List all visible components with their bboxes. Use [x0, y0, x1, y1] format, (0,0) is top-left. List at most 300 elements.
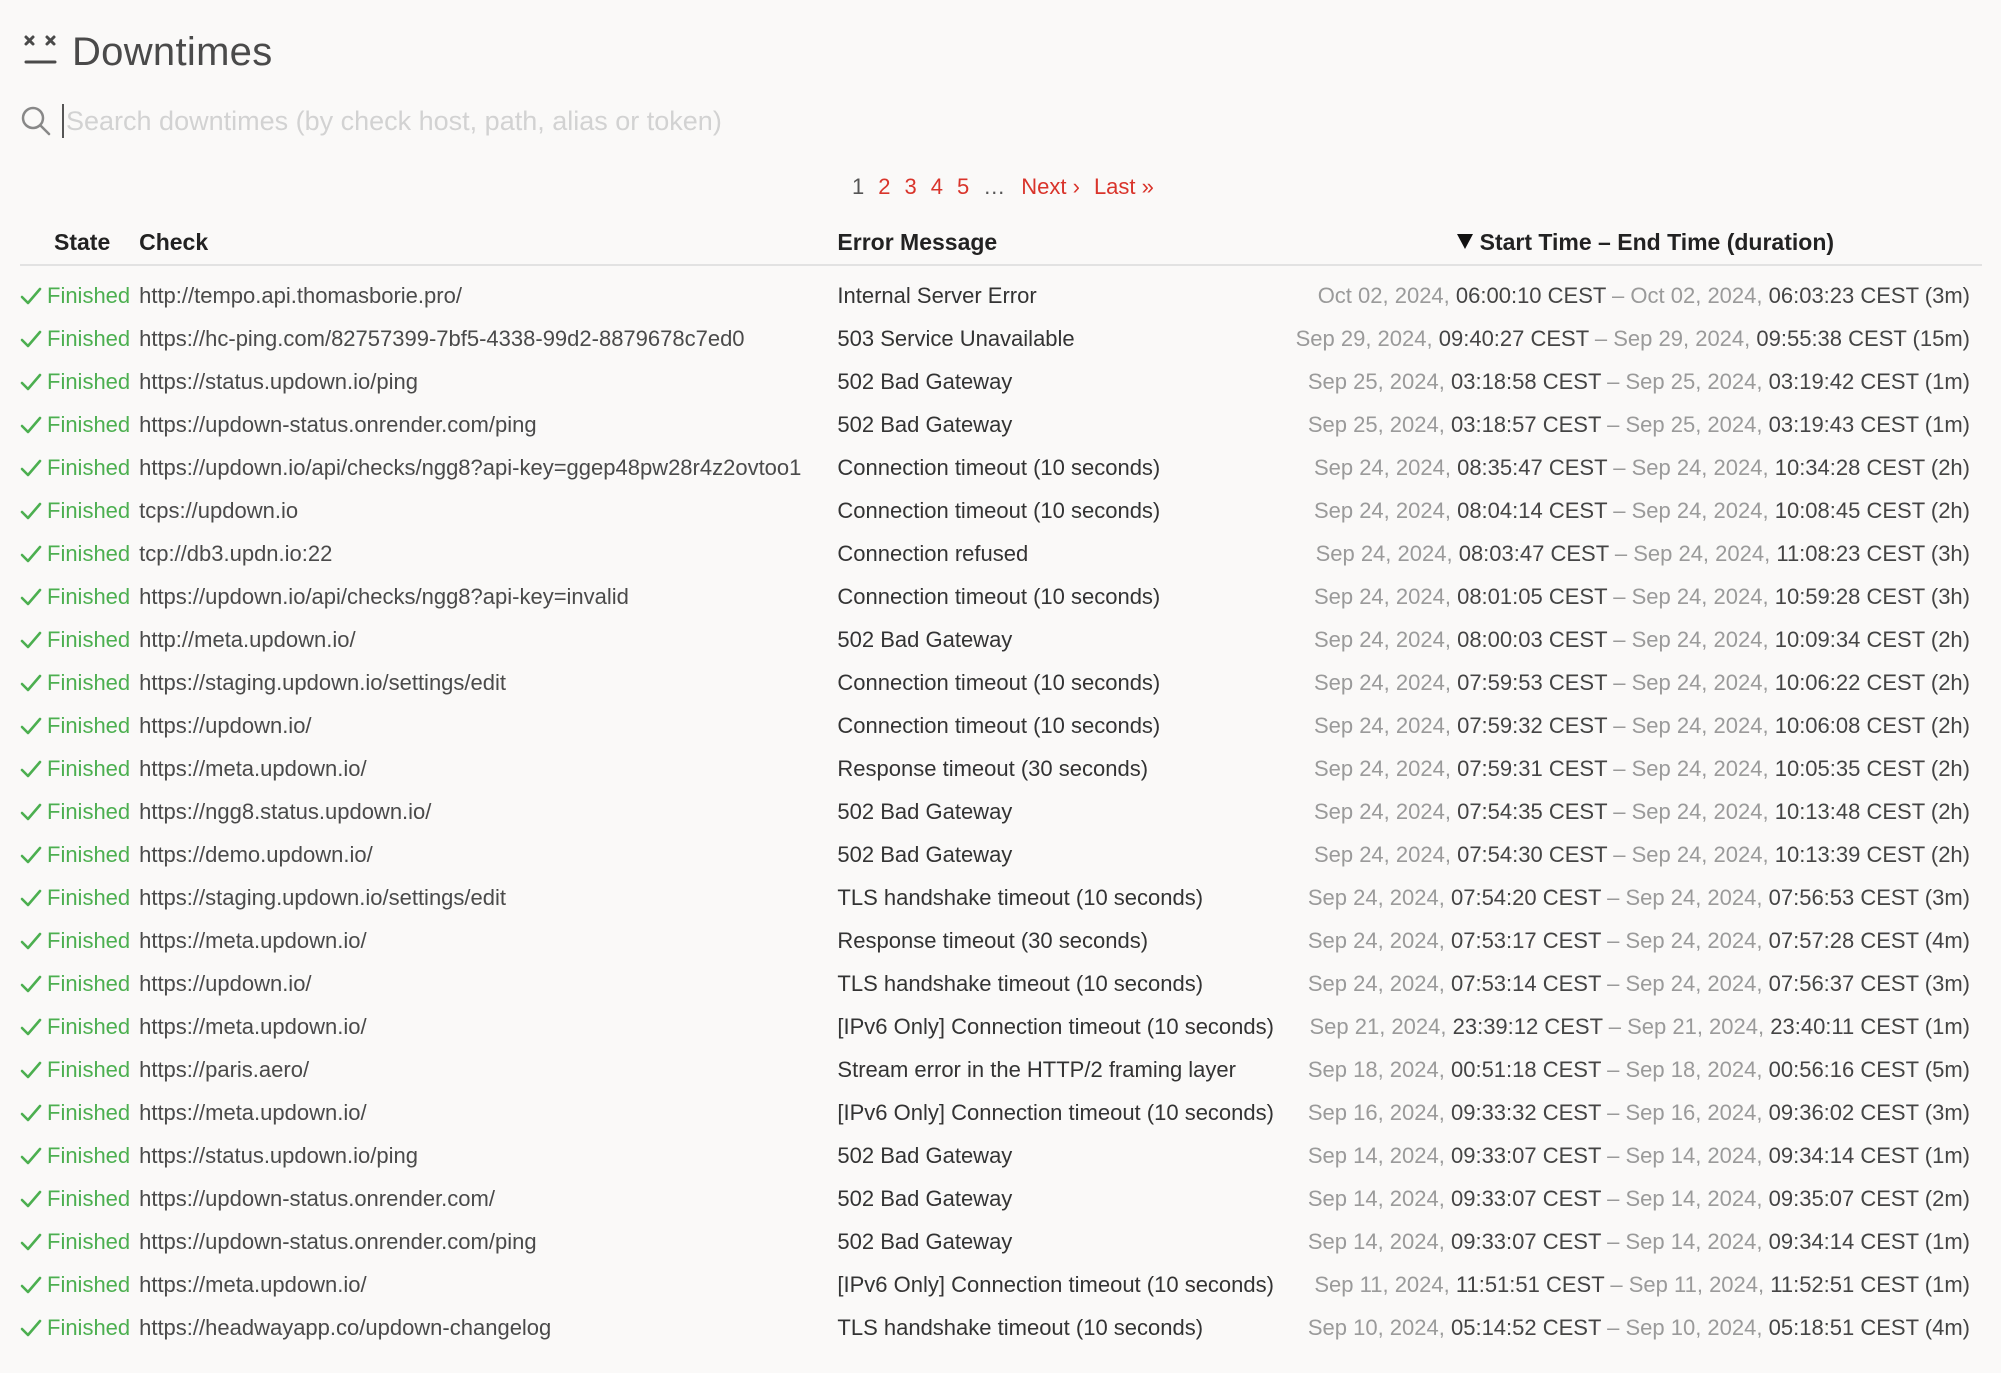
error-message: 502 Bad Gateway — [837, 411, 1013, 437]
check-url[interactable]: https://ngg8.status.updown.io/ — [139, 798, 432, 824]
duration: (2h) — [1930, 454, 1970, 480]
state-cell — [20, 532, 139, 575]
check-icon — [20, 1016, 42, 1038]
end-date: Sep 24, 2024, — [1631, 669, 1769, 695]
table-row[interactable] — [20, 704, 1982, 747]
column-header-error[interactable]: Error Message — [837, 220, 1295, 265]
end-time: 03:19:43 CEST — [1768, 411, 1919, 437]
check-url[interactable]: http://meta.updown.io/ — [139, 626, 356, 652]
start-date: Sep 16, 2024, — [1307, 1099, 1445, 1125]
table-row[interactable] — [20, 1263, 1982, 1306]
state-cell — [20, 1220, 139, 1263]
check-icon — [20, 758, 42, 780]
error-message: Connection timeout (10 seconds) — [837, 583, 1161, 609]
table-body — [20, 265, 1982, 1349]
check-icon — [20, 543, 42, 565]
end-time: 10:06:22 CEST — [1774, 669, 1925, 695]
state-label: Finished — [47, 411, 131, 437]
start-time: 08:00:03 CEST — [1457, 626, 1608, 652]
end-date: Sep 16, 2024, — [1625, 1099, 1763, 1125]
end-time: 10:06:08 CEST — [1774, 712, 1925, 738]
time-range: Sep 24, 2024, 07:59:32 CEST – Sep 24, 2024, 10:06:08 CEST (2h) — [1313, 712, 1970, 738]
duration: (3m) — [1924, 970, 1970, 996]
state-label: Finished — [47, 798, 131, 824]
table-row[interactable] — [20, 747, 1982, 790]
end-time: 09:36:02 CEST — [1768, 1099, 1919, 1125]
time-range: Sep 10, 2024, 05:14:52 CEST – Sep 10, 2024, 05:18:51 CEST (4m) — [1307, 1314, 1970, 1340]
end-time: 09:34:14 CEST — [1768, 1142, 1919, 1168]
table-row[interactable] — [20, 1220, 1982, 1263]
error-message: Connection timeout (10 seconds) — [837, 712, 1161, 738]
time-range: Sep 24, 2024, 07:54:20 CEST – Sep 24, 2024, 07:56:53 CEST (3m) — [1307, 884, 1970, 910]
error-message: Connection timeout (10 seconds) — [837, 454, 1161, 480]
start-date: Sep 25, 2024, — [1307, 411, 1445, 437]
table-row[interactable] — [20, 1005, 1982, 1048]
check-icon — [20, 414, 42, 436]
table-row[interactable] — [20, 1048, 1982, 1091]
end-time: 11:08:23 CEST — [1776, 540, 1925, 566]
end-time: 03:19:42 CEST — [1768, 368, 1919, 394]
time-range: Sep 29, 2024, 09:40:27 CEST – Sep 29, 2024, 09:55:38 CEST (15m) — [1295, 325, 1970, 351]
page-current: 1 — [852, 174, 865, 199]
page-link-4[interactable]: 4 — [930, 174, 943, 199]
start-time: 07:53:17 CEST — [1450, 927, 1602, 953]
start-date: Sep 24, 2024, — [1307, 970, 1445, 996]
duration: (4m) — [1924, 1314, 1970, 1340]
state-label: Finished — [47, 368, 131, 394]
error-message: 502 Bad Gateway — [837, 798, 1013, 824]
error-message: 502 Bad Gateway — [837, 1185, 1013, 1211]
start-date: Oct 02, 2024, — [1317, 282, 1450, 308]
table-row[interactable] — [20, 790, 1982, 833]
end-date: Sep 24, 2024, — [1625, 927, 1763, 953]
error-message: Response timeout (30 seconds) — [837, 755, 1149, 781]
check-url[interactable]: https://updown.io/api/checks/ngg8?api-key=invalid — [139, 583, 629, 609]
check-url[interactable]: https://demo.updown.io/ — [139, 841, 373, 867]
state-cell — [20, 876, 139, 919]
error-message: [IPv6 Only] Connection timeout (10 seconds) — [837, 1271, 1274, 1297]
state-label: Finished — [47, 1013, 131, 1039]
page-link-3[interactable]: 3 — [904, 174, 917, 199]
check-url[interactable]: tcp://db3.updn.io:22 — [139, 540, 333, 566]
check-url[interactable]: http://tempo.api.thomasborie.pro/ — [139, 282, 462, 308]
check-icon — [20, 371, 42, 393]
start-time: 09:33:07 CEST — [1450, 1185, 1602, 1211]
duration: (2h) — [1930, 497, 1970, 523]
time-range: Sep 18, 2024, 00:51:18 CEST – Sep 18, 2024, 00:56:16 CEST (5m) — [1307, 1056, 1970, 1082]
end-date: Sep 25, 2024, — [1625, 368, 1763, 394]
check-url[interactable]: https://meta.updown.io/ — [139, 1099, 367, 1125]
end-time: 11:52:51 CEST — [1770, 1271, 1919, 1297]
time-range: Sep 24, 2024, 08:04:14 CEST – Sep 24, 2024, 10:08:45 CEST (2h) — [1313, 497, 1970, 523]
time-range: Sep 11, 2024, 11:51:51 CEST – Sep 11, 2024, 11:52:51 CEST (1m) — [1314, 1271, 1970, 1297]
check-icon — [20, 328, 42, 350]
table-row[interactable] — [20, 1134, 1982, 1177]
end-time: 07:57:28 CEST — [1768, 927, 1919, 953]
start-date: Sep 10, 2024, — [1307, 1314, 1445, 1340]
end-date: Sep 21, 2024, — [1627, 1013, 1765, 1039]
start-time: 06:00:10 CEST — [1455, 282, 1606, 308]
duration: (5m) — [1924, 1056, 1970, 1082]
error-message: 502 Bad Gateway — [837, 841, 1013, 867]
start-date: Sep 24, 2024, — [1307, 884, 1445, 910]
state-cell — [20, 360, 139, 403]
end-time: 07:56:53 CEST — [1768, 884, 1919, 910]
end-time: 10:09:34 CEST — [1774, 626, 1925, 652]
check-icon — [20, 930, 42, 952]
start-time: 07:59:53 CEST — [1457, 669, 1608, 695]
start-date: Sep 24, 2024, — [1315, 540, 1453, 566]
downtimes-table — [20, 220, 1982, 1349]
end-time: 23:40:11 CEST — [1770, 1013, 1919, 1039]
time-range: Sep 24, 2024, 08:03:47 CEST – Sep 24, 2024, 11:08:23 CEST (3h) — [1315, 540, 1970, 566]
search-icon — [20, 105, 52, 137]
start-date: Sep 24, 2024, — [1307, 927, 1445, 953]
start-time: 08:04:14 CEST — [1457, 497, 1608, 523]
time-range: Sep 24, 2024, 07:54:30 CEST – Sep 24, 2024, 10:13:39 CEST (2h) — [1313, 841, 1970, 867]
check-url[interactable]: https://meta.updown.io/ — [139, 1271, 367, 1297]
check-url[interactable]: https://status.updown.io/ping — [139, 1142, 418, 1168]
check-url[interactable]: https://meta.updown.io/ — [139, 927, 367, 953]
duration: (15m) — [1912, 325, 1970, 351]
end-date: Sep 11, 2024, — [1628, 1271, 1765, 1297]
start-date: Sep 24, 2024, — [1313, 798, 1451, 824]
page-link-2[interactable]: 2 — [878, 174, 891, 199]
start-time: 00:51:18 CEST — [1450, 1056, 1602, 1082]
start-time: 07:54:30 CEST — [1457, 841, 1608, 867]
duration: (2h) — [1930, 841, 1970, 867]
start-date: Sep 24, 2024, — [1313, 626, 1451, 652]
check-url[interactable]: https://updown-status.onrender.com/ping — [139, 1228, 537, 1254]
check-url[interactable]: https://meta.updown.io/ — [139, 1013, 367, 1039]
error-message: Connection refused — [837, 540, 1029, 566]
duration: (2h) — [1930, 669, 1970, 695]
state-label: Finished — [47, 1314, 131, 1340]
state-label: Finished — [47, 927, 131, 953]
state-label: Finished — [47, 1056, 131, 1082]
state-cell — [20, 618, 139, 661]
column-header-time[interactable] — [1296, 220, 1982, 265]
state-label: Finished — [47, 884, 131, 910]
duration: (1m) — [1924, 1228, 1970, 1254]
table-row[interactable] — [20, 403, 1982, 446]
start-time: 08:03:47 CEST — [1458, 540, 1609, 566]
check-url[interactable]: https://staging.updown.io/settings/edit — [139, 884, 506, 910]
check-url[interactable]: https://hc-ping.com/82757399-7bf5-4338-99d2-8879678c7ed0 — [139, 325, 745, 351]
column-header-state[interactable]: State — [20, 220, 139, 265]
state-label: Finished — [47, 712, 131, 738]
start-date: Sep 21, 2024, — [1309, 1013, 1447, 1039]
state-label: Finished — [47, 1142, 131, 1168]
start-time: 03:18:57 CEST — [1450, 411, 1602, 437]
state-cell — [20, 446, 139, 489]
state-cell — [20, 575, 139, 618]
start-time: 11:51:51 CEST — [1455, 1271, 1605, 1297]
duration: (1m) — [1924, 1271, 1970, 1297]
start-date: Sep 14, 2024, — [1307, 1142, 1445, 1168]
end-time: 09:34:14 CEST — [1768, 1228, 1919, 1254]
error-message: TLS handshake timeout (10 seconds) — [837, 970, 1204, 996]
check-icon — [20, 715, 42, 737]
state-label: Finished — [47, 540, 131, 566]
error-message: 502 Bad Gateway — [837, 626, 1013, 652]
time-range: Oct 02, 2024, 06:00:10 CEST – Oct 02, 2024, 06:03:23 CEST (3m) — [1317, 282, 1970, 308]
check-url[interactable]: https://updown.io/ — [139, 970, 312, 996]
check-icon — [20, 844, 42, 866]
state-cell — [20, 1005, 139, 1048]
time-range: Sep 24, 2024, 08:35:47 CEST – Sep 24, 2024, 10:34:28 CEST (2h) — [1313, 454, 1970, 480]
start-date: Sep 18, 2024, — [1307, 1056, 1445, 1082]
check-url[interactable]: https://updown-status.onrender.com/ — [139, 1185, 495, 1211]
check-icon — [20, 1102, 42, 1124]
end-time: 09:35:07 CEST — [1768, 1185, 1919, 1211]
state-cell — [20, 661, 139, 704]
state-label: Finished — [47, 454, 131, 480]
check-icon — [20, 1188, 42, 1210]
start-date: Sep 24, 2024, — [1313, 669, 1451, 695]
duration: (1m) — [1924, 1013, 1970, 1039]
pagination — [852, 170, 1168, 204]
end-date: Sep 24, 2024, — [1633, 540, 1771, 566]
check-url[interactable]: https://updown.io/ — [139, 712, 312, 738]
check-icon — [20, 1317, 42, 1339]
start-date: Sep 24, 2024, — [1313, 497, 1451, 523]
state-label: Finished — [47, 1228, 131, 1254]
start-date: Sep 14, 2024, — [1307, 1185, 1445, 1211]
start-date: Sep 11, 2024, — [1314, 1271, 1450, 1297]
state-label: Finished — [47, 1099, 131, 1125]
check-icon — [20, 973, 42, 995]
end-time: 10:13:48 CEST — [1774, 798, 1925, 824]
check-icon — [20, 887, 42, 909]
state-cell — [20, 962, 139, 1005]
table-row[interactable] — [20, 661, 1982, 704]
error-message: Internal Server Error — [837, 282, 1037, 308]
page-title: Downtimes — [72, 29, 273, 74]
start-date: Sep 24, 2024, — [1313, 583, 1451, 609]
end-time: 10:59:28 CEST — [1774, 583, 1925, 609]
state-cell — [20, 1091, 139, 1134]
duration: (3m) — [1924, 1099, 1970, 1125]
state-cell — [20, 919, 139, 962]
time-range: Sep 24, 2024, 07:59:53 CEST – Sep 24, 2024, 10:06:22 CEST (2h) — [1313, 669, 1970, 695]
state-cell — [20, 1306, 139, 1349]
column-header-check[interactable]: Check — [139, 220, 837, 265]
duration: (4m) — [1924, 927, 1970, 953]
time-range: Sep 24, 2024, 07:59:31 CEST – Sep 24, 2024, 10:05:35 CEST (2h) — [1313, 755, 1970, 781]
time-range: Sep 14, 2024, 09:33:07 CEST – Sep 14, 2024, 09:34:14 CEST (1m) — [1307, 1142, 1970, 1168]
check-icon — [20, 672, 42, 694]
time-range: Sep 25, 2024, 03:18:58 CEST – Sep 25, 2024, 03:19:42 CEST (1m) — [1307, 368, 1970, 394]
start-date: Sep 14, 2024, — [1307, 1228, 1445, 1254]
error-message: 502 Bad Gateway — [837, 1228, 1013, 1254]
end-date: Sep 24, 2024, — [1625, 884, 1763, 910]
duration: (2m) — [1924, 1185, 1970, 1211]
table-row[interactable] — [20, 1091, 1982, 1134]
error-message: Stream error in the HTTP/2 framing layer — [837, 1056, 1236, 1082]
end-date: Sep 14, 2024, — [1625, 1185, 1763, 1211]
state-label: Finished — [47, 282, 131, 308]
table-row[interactable] — [20, 489, 1982, 532]
check-icon — [20, 1231, 42, 1253]
end-time: 10:34:28 CEST — [1774, 454, 1925, 480]
state-label: Finished — [47, 841, 131, 867]
end-date: Sep 24, 2024, — [1631, 712, 1769, 738]
search-bar — [20, 98, 1980, 144]
time-range: Sep 14, 2024, 09:33:07 CEST – Sep 14, 2024, 09:35:07 CEST (2m) — [1307, 1185, 1970, 1211]
table-row[interactable] — [20, 833, 1982, 876]
start-time: 03:18:58 CEST — [1450, 368, 1602, 394]
start-date: Sep 24, 2024, — [1313, 841, 1451, 867]
start-time: 08:35:47 CEST — [1457, 454, 1608, 480]
duration: (2h) — [1930, 755, 1970, 781]
error-message: TLS handshake timeout (10 seconds) — [837, 884, 1204, 910]
state-cell — [20, 1048, 139, 1091]
time-range: Sep 24, 2024, 07:54:35 CEST – Sep 24, 2024, 10:13:48 CEST (2h) — [1313, 798, 1970, 824]
start-time: 07:53:14 CEST — [1450, 970, 1602, 996]
check-url[interactable]: https://paris.aero/ — [139, 1056, 310, 1082]
start-time: 07:59:32 CEST — [1457, 712, 1608, 738]
table-row[interactable] — [20, 962, 1982, 1005]
check-url[interactable]: tcps://updown.io — [139, 497, 299, 523]
start-time: 09:33:32 CEST — [1450, 1099, 1602, 1125]
time-range: Sep 21, 2024, 23:39:12 CEST – Sep 21, 2024, 23:40:11 CEST (1m) — [1309, 1013, 1970, 1039]
check-url[interactable]: https://staging.updown.io/settings/edit — [139, 669, 506, 695]
state-cell — [20, 403, 139, 446]
next-page-link[interactable]: Next › — [1021, 174, 1080, 199]
end-time: 10:13:39 CEST — [1774, 841, 1925, 867]
state-cell — [20, 1177, 139, 1220]
duration: (3h) — [1930, 540, 1970, 566]
error-message: Connection timeout (10 seconds) — [837, 497, 1161, 523]
end-time: 10:05:35 CEST — [1774, 755, 1925, 781]
table-row[interactable] — [20, 317, 1982, 360]
state-cell — [20, 1263, 139, 1306]
table-row[interactable] — [20, 360, 1982, 403]
duration: (1m) — [1924, 368, 1970, 394]
check-icon — [20, 1059, 42, 1081]
end-time: 05:18:51 CEST — [1768, 1314, 1919, 1340]
check-url[interactable]: https://status.updown.io/ping — [139, 368, 418, 394]
duration: (2h) — [1930, 626, 1970, 652]
state-cell — [20, 704, 139, 747]
error-message: Response timeout (30 seconds) — [837, 927, 1149, 953]
start-time: 09:40:27 CEST — [1438, 325, 1589, 351]
start-time: 07:54:20 CEST — [1450, 884, 1602, 910]
table-row[interactable] — [20, 876, 1982, 919]
end-date: Sep 29, 2024, — [1613, 325, 1751, 351]
duration: (3h) — [1930, 583, 1970, 609]
end-date: Sep 24, 2024, — [1631, 798, 1769, 824]
error-message: 502 Bad Gateway — [837, 1142, 1013, 1168]
state-cell — [20, 833, 139, 876]
time-range: Sep 14, 2024, 09:33:07 CEST – Sep 14, 2024, 09:34:14 CEST (1m) — [1307, 1228, 1970, 1254]
check-url[interactable]: https://updown-status.onrender.com/ping — [139, 411, 537, 437]
check-icon — [20, 1145, 42, 1167]
end-date: Sep 10, 2024, — [1625, 1314, 1763, 1340]
start-date: Sep 24, 2024, — [1313, 454, 1451, 480]
start-time: 05:14:52 CEST — [1450, 1314, 1602, 1340]
time-range: Sep 24, 2024, 07:53:14 CEST – Sep 24, 2024, 07:56:37 CEST (3m) — [1307, 970, 1970, 996]
page-ellipsis: … — [983, 174, 1008, 199]
time-range: Sep 24, 2024, 08:01:05 CEST – Sep 24, 2024, 10:59:28 CEST (3h) — [1313, 583, 1970, 609]
end-time: 09:55:38 CEST — [1756, 325, 1907, 351]
end-date: Sep 24, 2024, — [1631, 583, 1769, 609]
search-input[interactable] — [62, 104, 1266, 138]
check-icon — [20, 1274, 42, 1296]
duration: (1m) — [1924, 411, 1970, 437]
duration: (1m) — [1924, 1142, 1970, 1168]
state-label: Finished — [47, 755, 131, 781]
state-cell — [20, 1134, 139, 1177]
table-row[interactable] — [20, 265, 1982, 317]
state-label: Finished — [47, 497, 131, 523]
state-cell — [20, 790, 139, 833]
page-link-5[interactable]: 5 — [957, 174, 970, 199]
end-date: Sep 24, 2024, — [1631, 454, 1769, 480]
end-date: Oct 02, 2024, — [1630, 282, 1763, 308]
end-date: Sep 18, 2024, — [1625, 1056, 1763, 1082]
start-time: 23:39:12 CEST — [1452, 1013, 1603, 1039]
time-range: Sep 25, 2024, 03:18:57 CEST – Sep 25, 2024, 03:19:43 CEST (1m) — [1307, 411, 1970, 437]
check-url[interactable]: https://headwayapp.co/updown-changelog — [139, 1314, 552, 1340]
check-url[interactable]: https://updown.io/api/checks/ngg8?api-key=ggep48pw28r4z2ovtoo1 — [139, 454, 802, 480]
start-date: Sep 24, 2024, — [1313, 755, 1451, 781]
check-icon — [20, 586, 42, 608]
start-time: 07:59:31 CEST — [1457, 755, 1608, 781]
end-time: 00:56:16 CEST — [1768, 1056, 1919, 1082]
column-header-time-label: Start Time – End Time (duration) — [1479, 228, 1835, 255]
state-label: Finished — [47, 583, 131, 609]
error-message: Connection timeout (10 seconds) — [837, 669, 1161, 695]
start-time: 07:54:35 CEST — [1457, 798, 1608, 824]
table-row[interactable] — [20, 618, 1982, 661]
table-row[interactable] — [20, 919, 1982, 962]
state-label: Finished — [47, 669, 131, 695]
duration: (3m) — [1924, 282, 1970, 308]
last-page-link[interactable]: Last » — [1093, 174, 1154, 199]
end-date: Sep 14, 2024, — [1625, 1228, 1763, 1254]
duration: (2h) — [1930, 798, 1970, 824]
end-date: Sep 25, 2024, — [1625, 411, 1763, 437]
end-date: Sep 24, 2024, — [1631, 626, 1769, 652]
table-row[interactable] — [20, 1306, 1982, 1349]
error-message: [IPv6 Only] Connection timeout (10 seconds) — [837, 1099, 1274, 1125]
start-date: Sep 25, 2024, — [1307, 368, 1445, 394]
duration: (3m) — [1924, 884, 1970, 910]
end-time: 10:08:45 CEST — [1774, 497, 1925, 523]
check-icon — [20, 500, 42, 522]
state-cell — [20, 317, 139, 360]
duration: (2h) — [1930, 712, 1970, 738]
start-date: Sep 29, 2024, — [1295, 325, 1433, 351]
dead-face-icon — [22, 32, 62, 72]
table-row[interactable] — [20, 575, 1982, 618]
state-label: Finished — [47, 1271, 131, 1297]
state-cell — [20, 489, 139, 532]
table-row[interactable] — [20, 1177, 1982, 1220]
state-label: Finished — [47, 1185, 131, 1211]
error-message: TLS handshake timeout (10 seconds) — [837, 1314, 1204, 1340]
check-icon — [20, 457, 42, 479]
check-url[interactable]: https://meta.updown.io/ — [139, 755, 367, 781]
check-icon — [20, 801, 42, 823]
table-row[interactable] — [20, 532, 1982, 575]
time-range: Sep 24, 2024, 08:00:03 CEST – Sep 24, 2024, 10:09:34 CEST (2h) — [1313, 626, 1970, 652]
table-row[interactable] — [20, 446, 1982, 489]
table-header-row — [20, 220, 1982, 265]
start-date: Sep 24, 2024, — [1313, 712, 1451, 738]
